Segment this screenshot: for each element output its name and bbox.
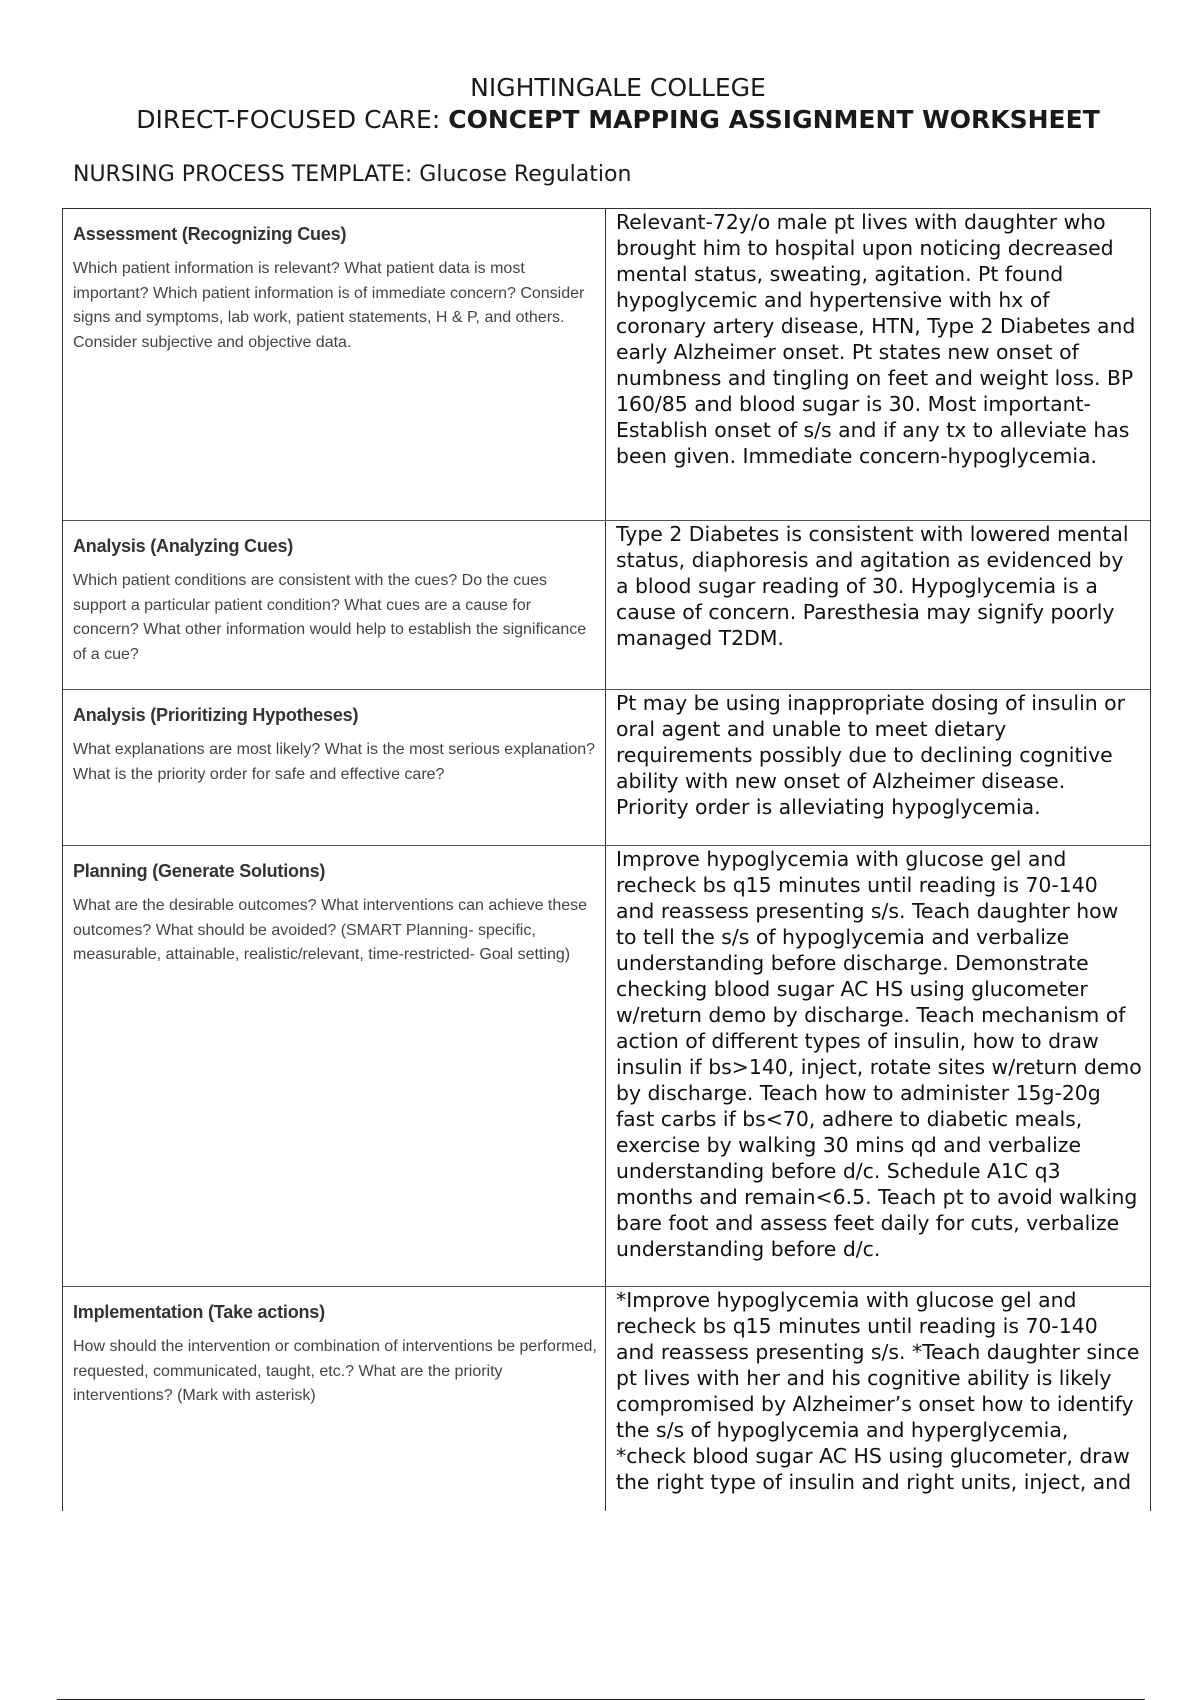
section-response-cell: Improve hypoglycemia with glucose gel and recheck bs q15 minutes until reading is 70-140 and reassess presenting s/s. Teach daughter how to tell the s/s of hypoglycemia and verbalize understanding before discharge. Demonstrate checking blood sugar AC HS using glucometer w/return demo by discharge. Teach mechanism of action of different types of insulin, how to draw insulin if bs>140, inject, rotate sites w/return demo by discharge. Teach how to administer 15g-20g fast carbs if bs<70, adhere to diabetic meals, exercise by walking 30 mins qd and verbalize understanding before d/c. Schedule A1C q3 months and remain<6.5. Teach pt to avoid walking bare foot and assess feet daily for cuts, verbalize understanding before d/c. bbox=[616, 847, 1142, 1261]
section-response-cell: Pt may be using inappropriate dosing of insulin or oral agent and unable to meet dietary requirements possibly due to declining cognitive ability with new onset of Alzheimer disease. Priority order is alleviating hypoglycemia. bbox=[616, 691, 1126, 819]
analysis-hypotheses-row bbox=[63, 690, 1150, 846]
section-question: What are the desirable outcomes? What interventions can achieve these outcomes? What should be avoided? (SMART Planning- specific, measurable, attainable, realistic/relevant, time-restricted- Goal setting) bbox=[73, 897, 588, 963]
section-heading: Assessment (Recognizing Cues) bbox=[73, 224, 347, 244]
section-response-cell: Relevant-72y/o male pt lives with daughter who brought him to hospital upon noticing decreased mental status, sweating, agitation. Pt found hypoglycemic and hypertensive with hx of coronary artery disease, HTN, Type 2 Diabetes and early Alzheimer onset. Pt states new onset of numbness and tingling on feet and weight loss. BP 160/85 and blood sugar is 30. Most important-Establish onset of s/s and if any tx to alleviate has been given. Immediate concern-hypoglycemia. bbox=[616, 210, 1136, 468]
planning-row bbox=[63, 846, 1150, 1287]
section-prompt-cell bbox=[63, 521, 606, 689]
analysis-cues-row bbox=[63, 521, 1150, 690]
assessment-row bbox=[63, 209, 1150, 521]
worksheet-table bbox=[62, 208, 1151, 1511]
section-question: Which patient information is relevant? What patient data is most important? Which patient information is of immediate concern? Consider signs and symptoms, lab work, patient statements, H & P, and others. Consider subjective and objective data. bbox=[73, 260, 585, 351]
section-heading: Analysis (Prioritizing Hypotheses) bbox=[73, 705, 359, 725]
template-label: NURSING PROCESS TEMPLATE: Glucose Regulation bbox=[73, 162, 632, 187]
implementation-row bbox=[63, 1287, 1150, 1511]
section-heading: Planning (Generate Solutions) bbox=[73, 861, 326, 881]
section-response-cell: Type 2 Diabetes is consistent with lowered mental status, diaphoresis and agitation as evidenced by a blood sugar reading of 30. Hypoglycemia is a cause of concern. Paresthesia may signify poorly managed T2DM. bbox=[616, 522, 1129, 650]
section-question: How should the intervention or combination of interventions be performed, requested, communicated, taught, etc.? What are the priority interventions? (Mark with asterisk) bbox=[73, 1338, 597, 1404]
section-prompt-cell bbox=[63, 846, 606, 1286]
section-question: What explanations are most likely? What is the most serious explanation? What is the priority order for safe and effective care? bbox=[73, 741, 596, 783]
worksheet-title: CONCEPT MAPPING ASSIGNMENT WORKSHEET bbox=[448, 105, 1100, 134]
document-header bbox=[0, 72, 1200, 136]
section-prompt-cell bbox=[63, 209, 606, 520]
worksheet-title-line bbox=[0, 104, 1200, 136]
course-prefix: DIRECT-FOCUSED CARE: bbox=[136, 105, 449, 134]
section-response-cell: *Improve hypoglycemia with glucose gel and recheck bs q15 minutes until reading is 70-140 and reassess presenting s/s. *Teach daughter since pt lives with her and his cognitive ability is likely compromised by Alzheimer’s onset how to identify the s/s of hypoglycemia and hyperglycemia, *check blood sugar AC HS using glucometer, draw the right type of insulin and right units, inject, and bbox=[616, 1288, 1140, 1494]
section-heading: Analysis (Analyzing Cues) bbox=[73, 536, 294, 556]
institution-name: NIGHTINGALE COLLEGE bbox=[470, 73, 766, 102]
section-heading: Implementation (Take actions) bbox=[73, 1302, 325, 1322]
section-prompt-cell bbox=[63, 1287, 606, 1511]
section-question: Which patient conditions are consistent with the cues? Do the cues support a particular patient condition? What cues are a cause for concern? What other information would help to establish the significance of a cue? bbox=[73, 572, 587, 663]
section-prompt-cell bbox=[63, 690, 606, 845]
